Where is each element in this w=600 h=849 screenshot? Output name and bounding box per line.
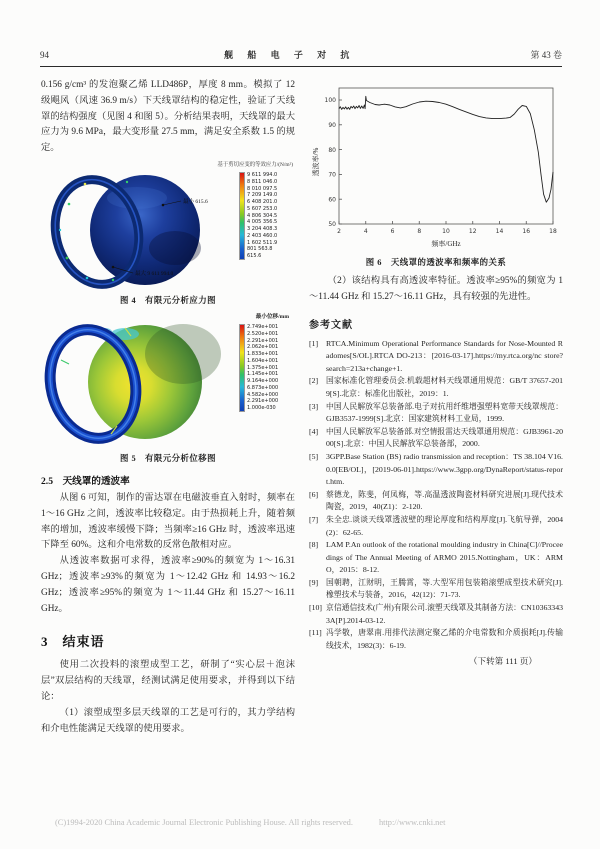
section-2-5-paragraph-2: 从透波率数据可求得，透波率≥90%的频宽为 1～16.31 GHz；透波率≥93%的频宽为 1～12.42 GHz 和 14.93～16.2 GHz；透波率≥95%的频宽为 1～11.44 GHz 和 15.27～16.11 GHz。 xyxy=(41,556,295,614)
legend-value: 2.749e+001 xyxy=(247,323,279,330)
reference-item xyxy=(309,401,563,426)
y-tick-label: 70 xyxy=(328,171,336,179)
page-number: 94 xyxy=(40,50,49,60)
legend-value: 3 204 408.3 xyxy=(247,226,278,233)
reference-item xyxy=(309,451,563,489)
reference-number: [8] xyxy=(309,540,319,550)
reference-text: 3GPP.Base Station (BS) radio transmission and reception：TS 38.104 V16.0.0[EB/OL]，[2019-06-01].https://www.3gpp.org/DynaReport/status-report.htm. xyxy=(326,451,563,487)
reference-item xyxy=(309,375,563,400)
cnki-url: http://www.cnki.net xyxy=(378,818,446,827)
section-3-paragraph-1: 使用二次投料的滚塑成型工艺，研制了“实心层＋泡沫层”双层结构的天线罩，经测试满足使用要求，并得到以下结论： xyxy=(41,660,295,702)
color-scale-bar xyxy=(239,324,245,412)
reference-number: [1] xyxy=(309,338,319,348)
reference-item xyxy=(309,489,563,514)
y-tick-label: 100 xyxy=(324,97,336,105)
legend-value: 2.291e+001 xyxy=(247,337,279,344)
legend-value: 801 563.8 xyxy=(247,246,273,253)
x-axis-label: 频率/GHz xyxy=(431,240,461,248)
reference-text: 国朝聘，江财明，王腾霄，等.大型军用包装箱滚塑成型技术研究[J].橡塑技术与装备，2016，42(12)：71-73. xyxy=(326,577,563,600)
legend-value: 1.833e+001 xyxy=(247,351,279,358)
legend-value: 8 010 097.5 xyxy=(247,185,278,192)
reference-text: 蔡德龙，陈斐，何凤梅，等.高温透波陶瓷材料研究进展[J].现代技术陶瓷，2019，40(Z1)：2-120. xyxy=(326,489,563,512)
legend-value: 6.873e+000 xyxy=(247,384,279,391)
continued-on-page-note: （下转第 111 页） xyxy=(468,656,537,667)
legend-value: 2.520e+001 xyxy=(247,330,279,337)
fem-displacement-radome-image xyxy=(41,312,237,448)
references-heading: 参考文献 xyxy=(309,319,353,331)
reference-text: 中国人民解放军总装备部.对空情报雷达天线罩通用规范：GJB3961-2000[S].北京：中国人民解放军总装备部，2000. xyxy=(326,426,563,449)
section-3-paragraph-2: （1）滚塑成型多层天线罩的工艺是可行的，其力学结构和介电性能满足天线罩的使用要求。 xyxy=(41,707,295,734)
reference-number: [6] xyxy=(309,489,319,499)
y-tick-label: 50 xyxy=(328,221,336,229)
legend-value: 6 408 201.0 xyxy=(247,199,278,206)
x-tick-label: 10 xyxy=(442,228,450,235)
x-tick-label: 16 xyxy=(522,228,531,235)
volume-label: 第 43 卷 xyxy=(530,50,562,60)
figure-4-legend-values xyxy=(247,172,277,260)
figure-4-legend-title: 基于剪切应变的等效应力/(N/m²) xyxy=(217,161,293,168)
reference-text: 朱全忠.谈谈天线罩透波壁的理论厚度和结构厚度[J].飞航导弹，2004(2)：62-65. xyxy=(326,514,563,537)
reference-number: [4] xyxy=(309,426,319,436)
legend-value: 2.062e+001 xyxy=(247,344,279,351)
x-tick-label: 18 xyxy=(549,228,557,235)
right-column xyxy=(309,82,563,667)
reference-number: [5] xyxy=(309,451,319,461)
figure-5-legend-values xyxy=(247,324,278,412)
reference-text: 京信通信技术(广州)有限公司.滚塑天线罩及其制备方法：CN103633433A[P].2014-03-12. xyxy=(326,603,563,625)
reference-number: [9] xyxy=(309,577,319,587)
reference-text: 中国人民解放军总装备部.电子对抗用纤维增强塑料宽带天线罩规范：GJB3537-1999[S].北京：国家建筑材料工业局，1999. xyxy=(326,401,563,424)
page-footer xyxy=(55,818,565,827)
legend-value: 5 607 253.0 xyxy=(247,205,278,212)
legend-value: 1.145e+001 xyxy=(247,371,279,378)
legend-value: 1.604e+001 xyxy=(247,357,279,364)
reference-number: [3] xyxy=(309,401,319,411)
section-2-5-paragraph-1: 从图 6 可知，制作的雷达罩在电磁波垂直入射时，频率在 1～16 GHz 之间，透波率比较稳定。由于热损耗上升，随着频率的增加，透波率缓慢下降；当频率≥16 GHz 时，透波率迅速下降至 60%。这和介电常数的反常色散相对应。 xyxy=(41,492,295,551)
reference-text: 国家标准化管理委员会.机载超材料天线罩通用规范：GB/T 37657-2019[S].北京：标准化出版社，2019：1. xyxy=(326,376,563,398)
reference-number: [10] xyxy=(309,603,322,613)
figure-5-color-legend xyxy=(239,324,278,412)
journal-title: 舰 船 电 子 对 抗 xyxy=(224,50,356,60)
transmission-curve xyxy=(339,96,553,202)
reference-number: [2] xyxy=(309,376,319,386)
x-tick-label: 4 xyxy=(363,228,368,235)
legend-value: 1.375e+001 xyxy=(247,364,279,371)
y-tick-label: 90 xyxy=(328,122,336,129)
figure-4-art xyxy=(41,168,295,290)
figure-5-art xyxy=(41,312,295,448)
legend-value: 1 602 511.9 xyxy=(247,239,278,246)
legend-value: 4.582e+000 xyxy=(247,391,279,398)
figure-5 xyxy=(41,312,295,464)
figure-6-caption: 图 6 天线罩的透波率和频率的关系 xyxy=(365,258,507,267)
x-tick-label: 6 xyxy=(390,228,395,235)
figure-4-caption: 图 4 有限元分析应力图 xyxy=(119,295,217,305)
figure-5-caption: 图 5 有限元分析位移图 xyxy=(119,453,217,463)
references-list xyxy=(309,338,563,653)
legend-value: 4 806 304.5 xyxy=(247,212,278,219)
reference-text: RTCA.Minimum Operational Performance Standards for Nose-Mounted Radomes[S/OL].RTCA DO-213：[2016-03-17].https://my.rtca.org/nc store? search=213a+change+1. xyxy=(326,338,563,373)
reference-item xyxy=(309,539,563,577)
legend-value: 7 209 149.0 xyxy=(247,192,278,199)
legend-value: 615.6 xyxy=(247,253,262,260)
reference-item xyxy=(309,577,563,602)
plot-frame xyxy=(339,88,553,224)
figure-4-color-legend xyxy=(239,172,277,260)
reference-item xyxy=(309,338,563,376)
section-2-5-heading: 2.5 天线罩的透波率 xyxy=(41,475,130,487)
fem-stress-radome-image xyxy=(41,168,237,290)
legend-value: 9 611 994.0 xyxy=(247,171,278,178)
max-value-label: 最大 9 611 994.0 xyxy=(135,270,174,277)
y-axis-label: 透波率/% xyxy=(312,147,320,177)
x-tick-label: 12 xyxy=(468,228,477,235)
left-column xyxy=(41,78,295,737)
color-scale-bar xyxy=(239,172,245,260)
transmission-vs-frequency-chart xyxy=(309,82,563,252)
y-tick-label: 80 xyxy=(328,146,336,154)
reference-number: [11] xyxy=(309,628,322,638)
legend-value: 8 811 046.0 xyxy=(247,178,278,185)
reference-item xyxy=(309,426,563,451)
conclusion-2-paragraph: （2）该结构具有高透波率特征。透波率≥95%的频宽为 1～11.44 GHz 和 15.27～16.11 GHz，具有较强的先进性。 xyxy=(309,276,563,302)
legend-value: 2 403 460.0 xyxy=(247,232,278,239)
paragraph-intro: 0.156 g/cm³ 的发泡聚乙烯 LLD486P，厚度 8 mm。模拟了 12 级飓风（风速 36.9 m/s）下天线罩结构的稳定性，验证了天线罩的结构强度（见图 4 和图 5）。分析结果表明，天线罩的最大应力为 9.6 MPa，最大变形量 27.5 mm，满足安全系数 1.5 的规定。 xyxy=(41,80,295,154)
reference-item xyxy=(309,627,563,652)
copyright-text: (C)1994-2020 China Academic Journal Electronic Publishing House. All rights reserved. xyxy=(55,818,353,827)
page-header xyxy=(40,48,562,67)
section-3-heading: 3 结束语 xyxy=(41,634,105,650)
legend-value: 4 005 356.5 xyxy=(247,219,278,226)
figure-5-legend-title: 最小位移/mm xyxy=(255,313,289,320)
legend-value: 2.291e+000 xyxy=(247,398,279,405)
legend-value: 1.000e-030 xyxy=(247,405,276,412)
x-tick-label: 2 xyxy=(337,228,341,235)
reference-text: 冯学敬，唐翠南.用排代法测定聚乙烯的介电常数和介质损耗[J].传输线技术，1982(3)：6-19. xyxy=(326,628,563,650)
reference-number: [7] xyxy=(309,514,319,524)
min-value-label: 最小 615.6 xyxy=(183,198,208,205)
figure-4 xyxy=(41,160,295,306)
reference-text: LAM P.An outlook of the rotational moulding industry in China[C]//Proceedings of The Annual Meeting of ARMO 2015.Nottingham，UK：ARMO，2015：8-12. xyxy=(326,540,563,575)
x-tick-label: 8 xyxy=(417,228,422,235)
reference-item xyxy=(309,602,563,627)
y-tick-label: 60 xyxy=(328,196,336,204)
legend-value: 9.164e+000 xyxy=(247,378,279,385)
x-tick-label: 14 xyxy=(495,228,504,235)
reference-item xyxy=(309,514,563,539)
